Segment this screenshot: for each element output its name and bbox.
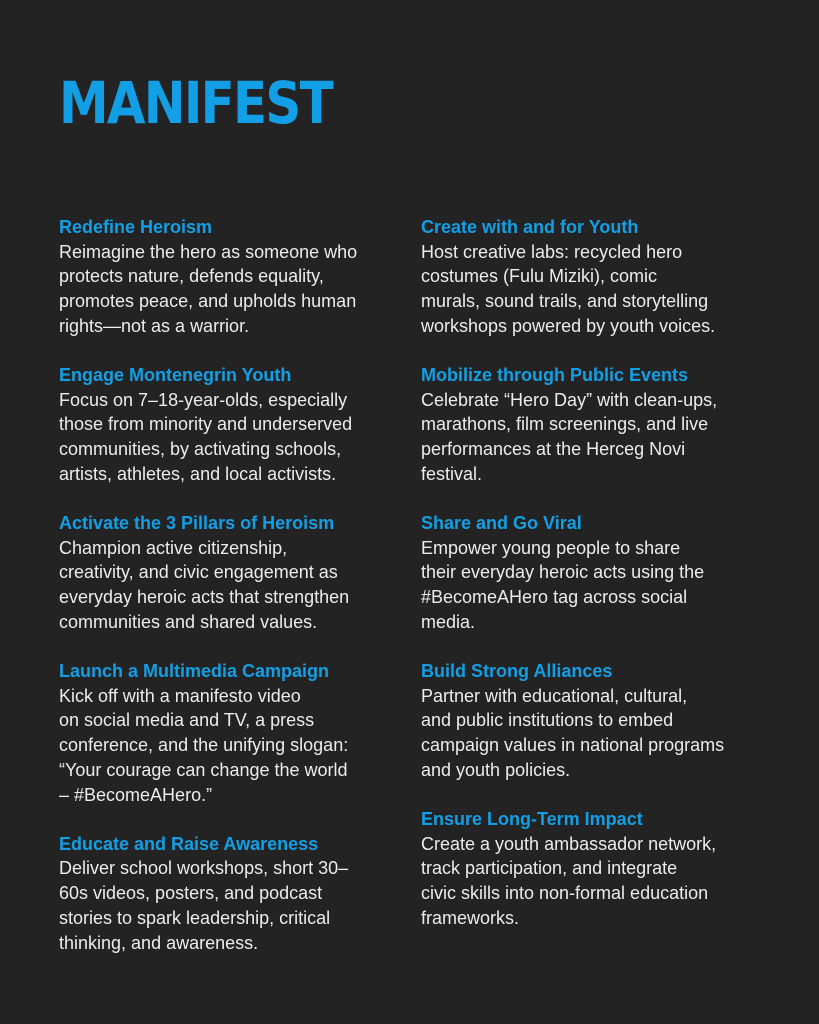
item-heading: Share and Go Viral bbox=[421, 513, 582, 534]
body-line: Host creative labs: recycled hero bbox=[421, 241, 683, 262]
body-line: artists, athletes, and local activists. bbox=[59, 463, 337, 484]
body-line: Focus on 7–18-year-olds, especially bbox=[59, 389, 348, 410]
body-line: frameworks. bbox=[421, 907, 520, 928]
item-body bbox=[59, 536, 409, 635]
body-line: stories to spark leadership, critical bbox=[59, 907, 331, 928]
item-body bbox=[421, 832, 771, 931]
item-heading: Engage Montenegrin Youth bbox=[59, 365, 292, 386]
right-column bbox=[421, 215, 771, 955]
item-body bbox=[421, 240, 771, 339]
item-heading: Redefine Heroism bbox=[59, 217, 213, 237]
manifest-item bbox=[59, 363, 409, 487]
body-line: #BecomeAHero tag across social bbox=[421, 587, 688, 608]
manifest-item bbox=[59, 832, 409, 956]
body-line: protects nature, defends equality, bbox=[59, 266, 324, 287]
body-line: those from minority and underserved bbox=[59, 414, 353, 435]
body-line: murals, sound trails, and storytelling bbox=[421, 291, 709, 312]
manifest-item bbox=[59, 511, 409, 635]
manifest-item bbox=[421, 807, 771, 931]
item-heading: Ensure Long-Term Impact bbox=[421, 809, 643, 830]
item-heading: Create with and for Youth bbox=[421, 217, 639, 237]
body-line: everyday heroic acts that strengthen bbox=[59, 587, 350, 608]
item-heading: Build Strong Alliances bbox=[421, 661, 613, 682]
item-body bbox=[59, 240, 409, 339]
body-line: 60s videos, posters, and podcast bbox=[59, 883, 323, 904]
body-line: on social media and TV, a press bbox=[59, 710, 315, 731]
body-line: communities, by activating schools, bbox=[59, 439, 342, 460]
body-line: Celebrate “Hero Day” with clean-ups, bbox=[421, 389, 718, 410]
item-body bbox=[59, 684, 409, 808]
manifest-item bbox=[59, 215, 409, 339]
body-line: communities and shared values. bbox=[59, 611, 318, 632]
body-line: conference, and the unifying slogan: bbox=[59, 735, 349, 756]
body-line: media. bbox=[421, 611, 476, 632]
manifest-item bbox=[421, 363, 771, 487]
body-line: thinking, and awareness. bbox=[59, 932, 259, 953]
body-line: Reimagine the hero as someone who bbox=[59, 241, 358, 262]
item-body bbox=[421, 536, 771, 635]
body-line: creativity, and civic engagement as bbox=[59, 562, 338, 583]
manifest-item bbox=[421, 659, 771, 783]
manifest-item bbox=[59, 659, 409, 807]
body-line: track participation, and integrate bbox=[421, 858, 678, 879]
body-line: their everyday heroic acts using the bbox=[421, 562, 705, 583]
body-line: Create a youth ambassador network, bbox=[421, 833, 717, 854]
body-line: rights—not as a warrior. bbox=[59, 315, 250, 336]
left-column bbox=[59, 215, 409, 980]
item-heading: Mobilize through Public Events bbox=[421, 365, 689, 386]
body-line: promotes peace, and upholds human bbox=[59, 291, 357, 312]
item-heading: Activate the 3 Pillars of Heroism bbox=[59, 513, 335, 534]
body-line: Partner with educational, cultural, bbox=[421, 685, 688, 706]
body-line: costumes (Fulu Miziki), comic bbox=[421, 266, 658, 287]
body-line: campaign values in national programs bbox=[421, 735, 725, 756]
item-body bbox=[421, 388, 771, 487]
item-body bbox=[59, 388, 409, 487]
body-line: performances at the Herceg Novi bbox=[421, 439, 686, 460]
item-heading: Launch a Multimedia Campaign bbox=[59, 661, 330, 682]
body-line: civic skills into non-formal education bbox=[421, 883, 709, 904]
body-line: festival. bbox=[421, 463, 483, 484]
item-body bbox=[59, 856, 409, 955]
body-line: – #BecomeAHero.” bbox=[59, 784, 213, 805]
body-line: and youth policies. bbox=[421, 759, 571, 780]
body-line: and public institutions to embed bbox=[421, 710, 674, 731]
body-line: “Your courage can change the world bbox=[59, 759, 348, 780]
item-heading: Educate and Raise Awareness bbox=[59, 833, 319, 854]
body-line: workshops powered by youth voices. bbox=[421, 315, 716, 336]
body-line: Champion active citizenship, bbox=[59, 537, 288, 558]
manifest-item bbox=[421, 215, 771, 339]
page-title: MANIFEST bbox=[59, 69, 332, 137]
item-body bbox=[421, 684, 771, 783]
body-line: Deliver school workshops, short 30– bbox=[59, 858, 349, 879]
body-line: marathons, film screenings, and live bbox=[421, 414, 709, 435]
body-line: Kick off with a manifesto video bbox=[59, 685, 301, 706]
manifest-item bbox=[421, 511, 771, 635]
body-line: Empower young people to share bbox=[421, 537, 681, 558]
